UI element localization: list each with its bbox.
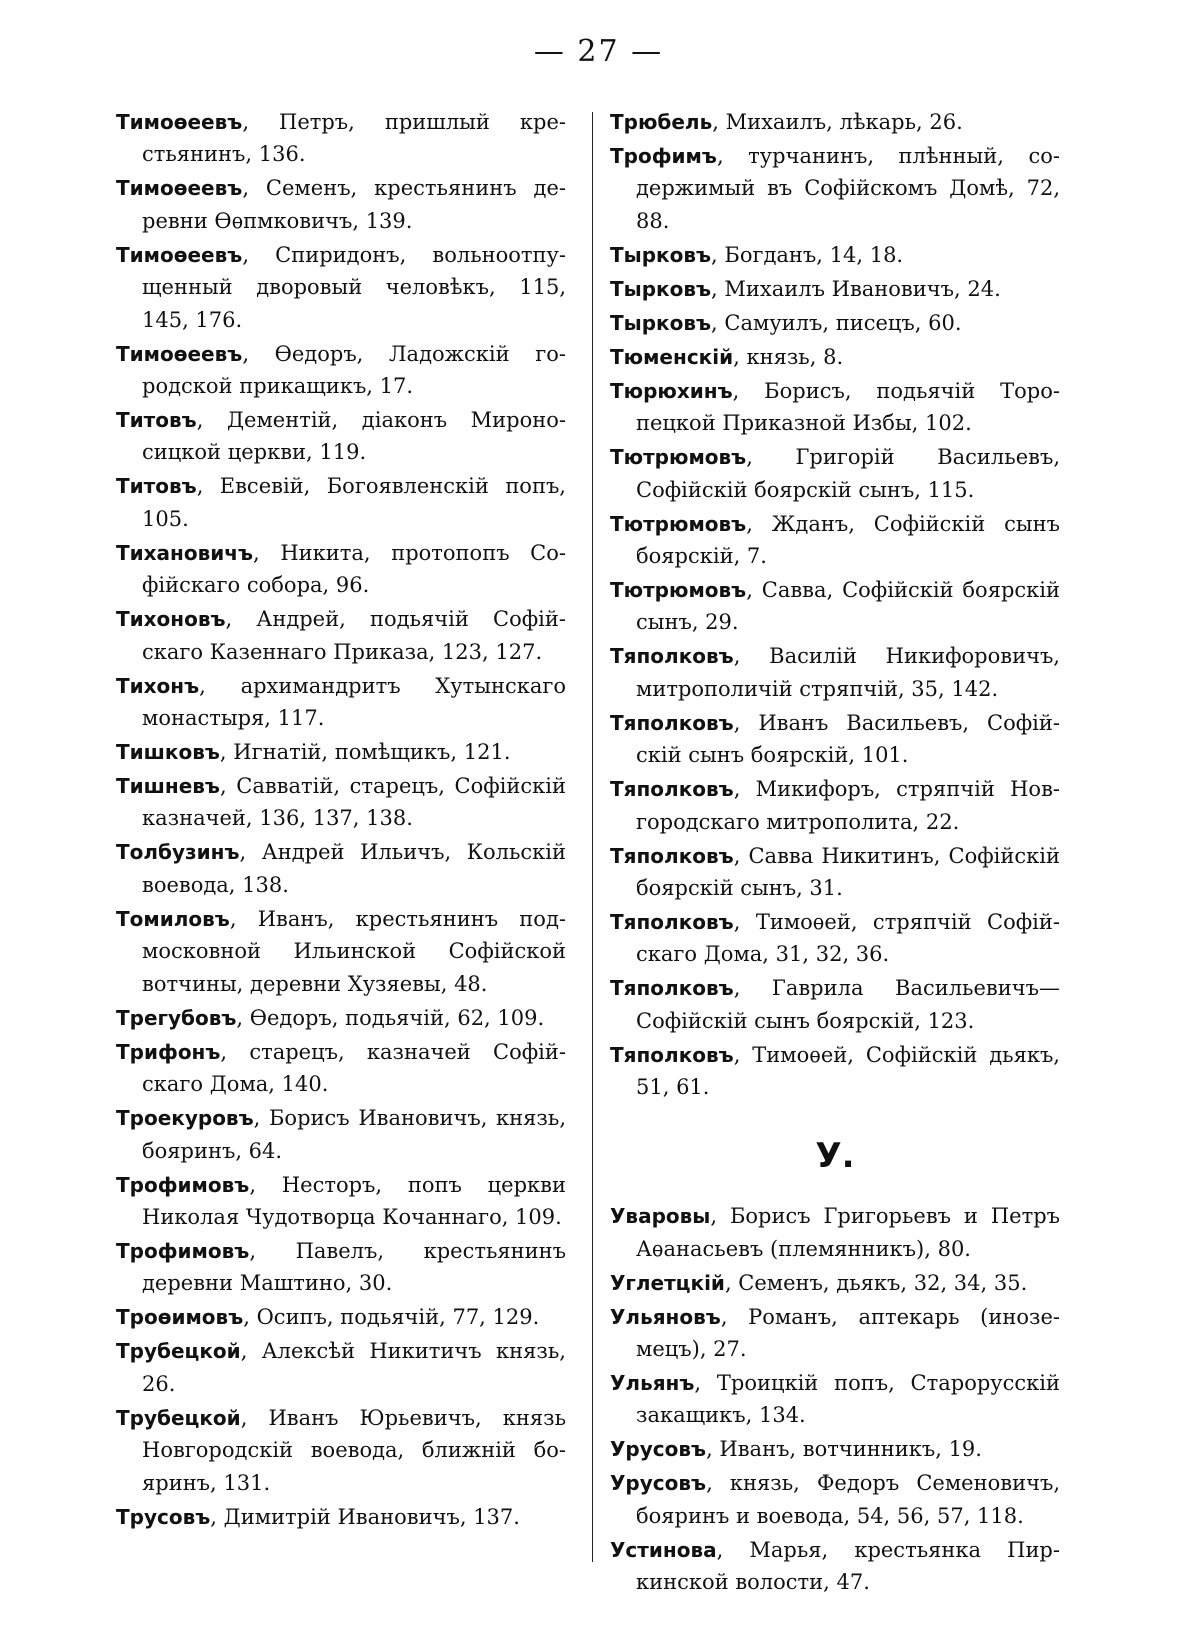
entry-surname: Ульянъ — [610, 1370, 695, 1395]
entry-surname: Троекуровъ — [116, 1106, 254, 1131]
index-entry — [116, 603, 566, 668]
entry-details: , Иванъ Юрьевичъ, князь Новгородскій воевода, ближній бояринъ, 131. — [142, 1405, 566, 1495]
entry-surname: Тихановичъ — [116, 540, 254, 565]
index-entry — [610, 1467, 1060, 1532]
section-entries — [610, 1200, 1060, 1598]
index-entry — [610, 140, 1060, 237]
index-entry — [610, 273, 1060, 305]
left-column — [116, 106, 566, 1535]
index-entry — [116, 903, 566, 1000]
index-entry — [610, 640, 1060, 705]
entry-surname: Тимоѳеевъ — [116, 341, 243, 366]
entry-details: , Борисъ, подьячій Торопецкой Приказной Избы, 102. — [636, 378, 1060, 436]
index-entry — [610, 307, 1060, 339]
index-entry — [610, 375, 1060, 440]
entry-details: , Никита, протопопъ Софійскаго собора, 96. — [142, 540, 566, 598]
entry-surname: Титовъ — [116, 408, 197, 433]
index-entry — [610, 1433, 1060, 1465]
entry-details: , Тимоѳей, Софійскій дьякъ, 51, 61. — [636, 1042, 1060, 1100]
entry-details: , Петръ, пришлый крестьянинъ, 136. — [142, 110, 566, 167]
index-entry — [116, 338, 566, 403]
entry-surname: Толбузинъ — [116, 840, 240, 865]
entry-surname: Тяполковъ — [610, 644, 734, 669]
entry-surname: Титовъ — [116, 474, 197, 499]
entry-surname: Трубецкой — [116, 1339, 241, 1364]
index-entry — [116, 470, 566, 535]
entry-details: , Богданъ, 14, 18. — [711, 242, 904, 267]
index-entry — [610, 106, 1060, 138]
index-entry — [610, 1039, 1060, 1104]
section-letter-heading: У. — [815, 1135, 855, 1176]
entry-details: , Жданъ, Софійскій сынъ боярскій, 7. — [636, 511, 1060, 569]
entry-surname: Тяполковъ — [610, 710, 734, 735]
entry-surname: Трусовъ — [116, 1504, 211, 1529]
entry-surname: Тырковъ — [610, 242, 712, 267]
entry-details: , Борисъ Григорьевъ и Петръ Аѳанасьевъ (племянникъ), 80. — [636, 1204, 1060, 1261]
entry-surname: Тимоѳеевъ — [116, 176, 243, 201]
entry-surname: Тютрюмовъ — [610, 578, 747, 603]
entry-details: , Михаилъ Ивановичъ, 24. — [711, 276, 1001, 301]
entry-surname: Тяполковъ — [610, 1042, 734, 1067]
entry-details: , Борисъ Ивановичъ, князь, бояринъ, 64. — [142, 1106, 566, 1163]
index-entry — [116, 1169, 566, 1234]
index-entry — [610, 1534, 1060, 1599]
entry-details: , Евсевій, Богоявленскій попъ, 105. — [142, 474, 566, 531]
index-entry — [610, 441, 1060, 506]
entry-details: , Иванъ, крестьянинъ подмосковной Ильинской Софійской вотчины, деревни Хузяевы, 48. — [142, 906, 566, 996]
entry-details: , Семенъ, крестьянинъ деревни Ѳѳпмковичъ, 139. — [142, 176, 566, 233]
entry-details: , Семенъ, дьякъ, 32, 34, 35. — [724, 1270, 1028, 1295]
entry-surname: Тишневъ — [116, 774, 220, 799]
index-entry — [610, 840, 1060, 905]
entry-details: , Иванъ Васильевъ, Софійскій сынъ боярскій, 101. — [636, 710, 1060, 768]
entry-details: , Дементій, діаконъ Мироносицкой церкви, 119. — [142, 408, 566, 465]
index-entry — [116, 1402, 566, 1499]
entry-surname: Трегубовъ — [116, 1005, 237, 1030]
entry-surname: Трофимъ — [610, 144, 717, 168]
entry-surname: Тяполковъ — [610, 777, 734, 802]
entry-surname: Тютрюмовъ — [610, 511, 747, 536]
index-entry — [116, 770, 566, 835]
index-entry — [116, 172, 566, 237]
index-entry — [116, 537, 566, 602]
entry-details: , Несторъ, попъ церкви Николая Чудотворца Кочаннаго, 109. — [142, 1172, 566, 1229]
index-entry — [116, 1235, 566, 1300]
index-entry — [116, 404, 566, 469]
index-entry — [116, 1002, 566, 1034]
page-number: — 27 — — [533, 34, 664, 69]
entry-details: , Андрей Ильичъ, Кольскій воевода, 138. — [142, 840, 566, 897]
entry-surname: Ульяновъ — [610, 1304, 721, 1329]
entry-details: , Осипъ, подьячій, 77, 129. — [243, 1305, 540, 1330]
entry-surname: Трофимовъ — [116, 1172, 250, 1197]
entry-surname: Тяполковъ — [610, 910, 734, 935]
entry-surname: Углетцкій — [610, 1270, 725, 1295]
index-entry — [610, 1200, 1060, 1265]
column-divider — [592, 112, 593, 1562]
entry-details: , старецъ, казначей Софійскаго Дома, 140. — [142, 1039, 566, 1097]
entry-details: , Григорій Васильевъ, Софійскій боярскій сынъ, 115. — [636, 445, 1060, 502]
entry-details: , Савва Никитинъ, Софійскій боярскій сынъ, 31. — [636, 843, 1060, 901]
entry-surname: Тюменскій — [610, 344, 734, 369]
entry-details: , Троицкій попъ, Старорусскій закащикъ, 134. — [636, 1370, 1060, 1428]
entry-details: , Михаилъ, лѣкарь, 26. — [712, 110, 963, 134]
entry-details: , турчанинъ, плѣнный, содержимый въ Софійскомъ Домѣ, 72, 88. — [636, 144, 1060, 233]
entry-details: , Димитрій Ивановичъ, 137. — [210, 1504, 520, 1529]
entry-surname: Троѳимовъ — [116, 1305, 244, 1330]
index-entry — [610, 1367, 1060, 1432]
entry-details: , Спиридонъ, вольноотпущенный дворовый человѣкъ, 115, 145, 176. — [142, 242, 566, 332]
entry-details: , Иванъ, вотчинникъ, 19. — [706, 1437, 982, 1462]
entry-surname: Тюрюхинъ — [610, 378, 733, 403]
entry-details: , князь, Федоръ Семеновичъ, бояринъ и воевода, 54, 56, 57, 118. — [636, 1471, 1060, 1528]
right-column — [610, 106, 1060, 1600]
entry-details: , Павелъ, крестьянинъ деревни Маштино, 30. — [142, 1238, 566, 1296]
index-entry — [610, 574, 1060, 639]
entry-surname: Урусовъ — [610, 1437, 707, 1462]
entry-surname: Тырковъ — [610, 276, 712, 301]
entry-surname: Тяполковъ — [610, 976, 734, 1001]
index-entry — [116, 1335, 566, 1400]
entry-details: , Ѳедоръ, Ладожскій городской прикащикъ, 17. — [142, 341, 566, 399]
entry-surname: Тимоѳеевъ — [116, 242, 243, 267]
index-entry — [116, 1102, 566, 1167]
entry-surname: Трюбель — [610, 110, 713, 134]
entry-details: , Игнатій, помѣщикъ, 121. — [219, 740, 511, 765]
index-entry — [116, 239, 566, 336]
index-entry — [116, 670, 566, 735]
entry-details: , архимандритъ Хутынскаго монастыря, 117. — [142, 673, 566, 731]
index-entry — [610, 773, 1060, 838]
entry-details: , Ѳедоръ, подьячій, 62, 109. — [236, 1005, 545, 1030]
index-entry — [610, 1267, 1060, 1299]
entry-surname: Тихоновъ — [116, 607, 226, 632]
entry-surname: Томиловъ — [116, 906, 230, 931]
entry-details: , Савватій, старецъ, Софійскій казначей, 136, 137, 138. — [142, 774, 566, 831]
entry-details: , Марья, крестьянка Пиркинской волости, 47. — [636, 1537, 1060, 1595]
entry-details: , Алексѣй Никитичъ князь, 26. — [142, 1339, 566, 1396]
entry-surname: Тютрюмовъ — [610, 445, 747, 470]
entry-surname: Уваровы — [610, 1204, 711, 1229]
entry-surname: Трофимовъ — [116, 1238, 250, 1263]
entry-surname: Устинова — [610, 1537, 717, 1562]
entry-details: , Романъ, аптекарь (иноземецъ), 27. — [636, 1304, 1060, 1361]
entry-details: , Андрей, подьячій Софійскаго Казеннаго Приказа, 123, 127. — [142, 607, 566, 664]
index-entry — [610, 707, 1060, 772]
entry-details: , Самуилъ, писецъ, 60. — [711, 310, 962, 335]
entry-surname: Тимоѳеевъ — [116, 110, 243, 134]
entry-details: , Тимоѳей, стряпчій Софійскаго Дома, 31, 32, 36. — [636, 910, 1060, 967]
entry-details: , Гаврила Васильевичъ— Софійскій сынъ боярскій, 123. — [636, 976, 1060, 1033]
right-column-entries — [610, 106, 1060, 1104]
index-entry — [116, 736, 566, 768]
index-entry — [116, 1036, 566, 1101]
entry-details: , князь, 8. — [733, 344, 844, 369]
entry-details: , Василій Никифоровичъ, митрополичій стряпчій, 35, 142. — [636, 644, 1060, 701]
entry-surname: Тихонъ — [116, 673, 200, 698]
index-entry — [116, 1301, 566, 1333]
index-entry — [116, 106, 566, 171]
entry-surname: Урусовъ — [610, 1471, 707, 1496]
index-entry — [610, 1301, 1060, 1366]
entry-surname: Тяполковъ — [610, 843, 734, 868]
index-entry — [610, 906, 1060, 971]
entry-surname: Трифонъ — [116, 1039, 221, 1064]
index-entry — [610, 239, 1060, 271]
entry-surname: Тырковъ — [610, 310, 712, 335]
index-entry — [116, 1501, 566, 1533]
entry-details: , Микифоръ, стряпчій Новгородскаго митрополита, 22. — [636, 777, 1060, 834]
index-entry — [116, 836, 566, 901]
index-entry — [610, 508, 1060, 573]
index-entry — [610, 972, 1060, 1037]
entry-surname: Тишковъ — [116, 740, 220, 765]
index-entry — [610, 341, 1060, 373]
entry-details: , Савва, Софійскій боярскій сынъ, 29. — [636, 578, 1060, 635]
entry-surname: Трубецкой — [116, 1405, 241, 1430]
